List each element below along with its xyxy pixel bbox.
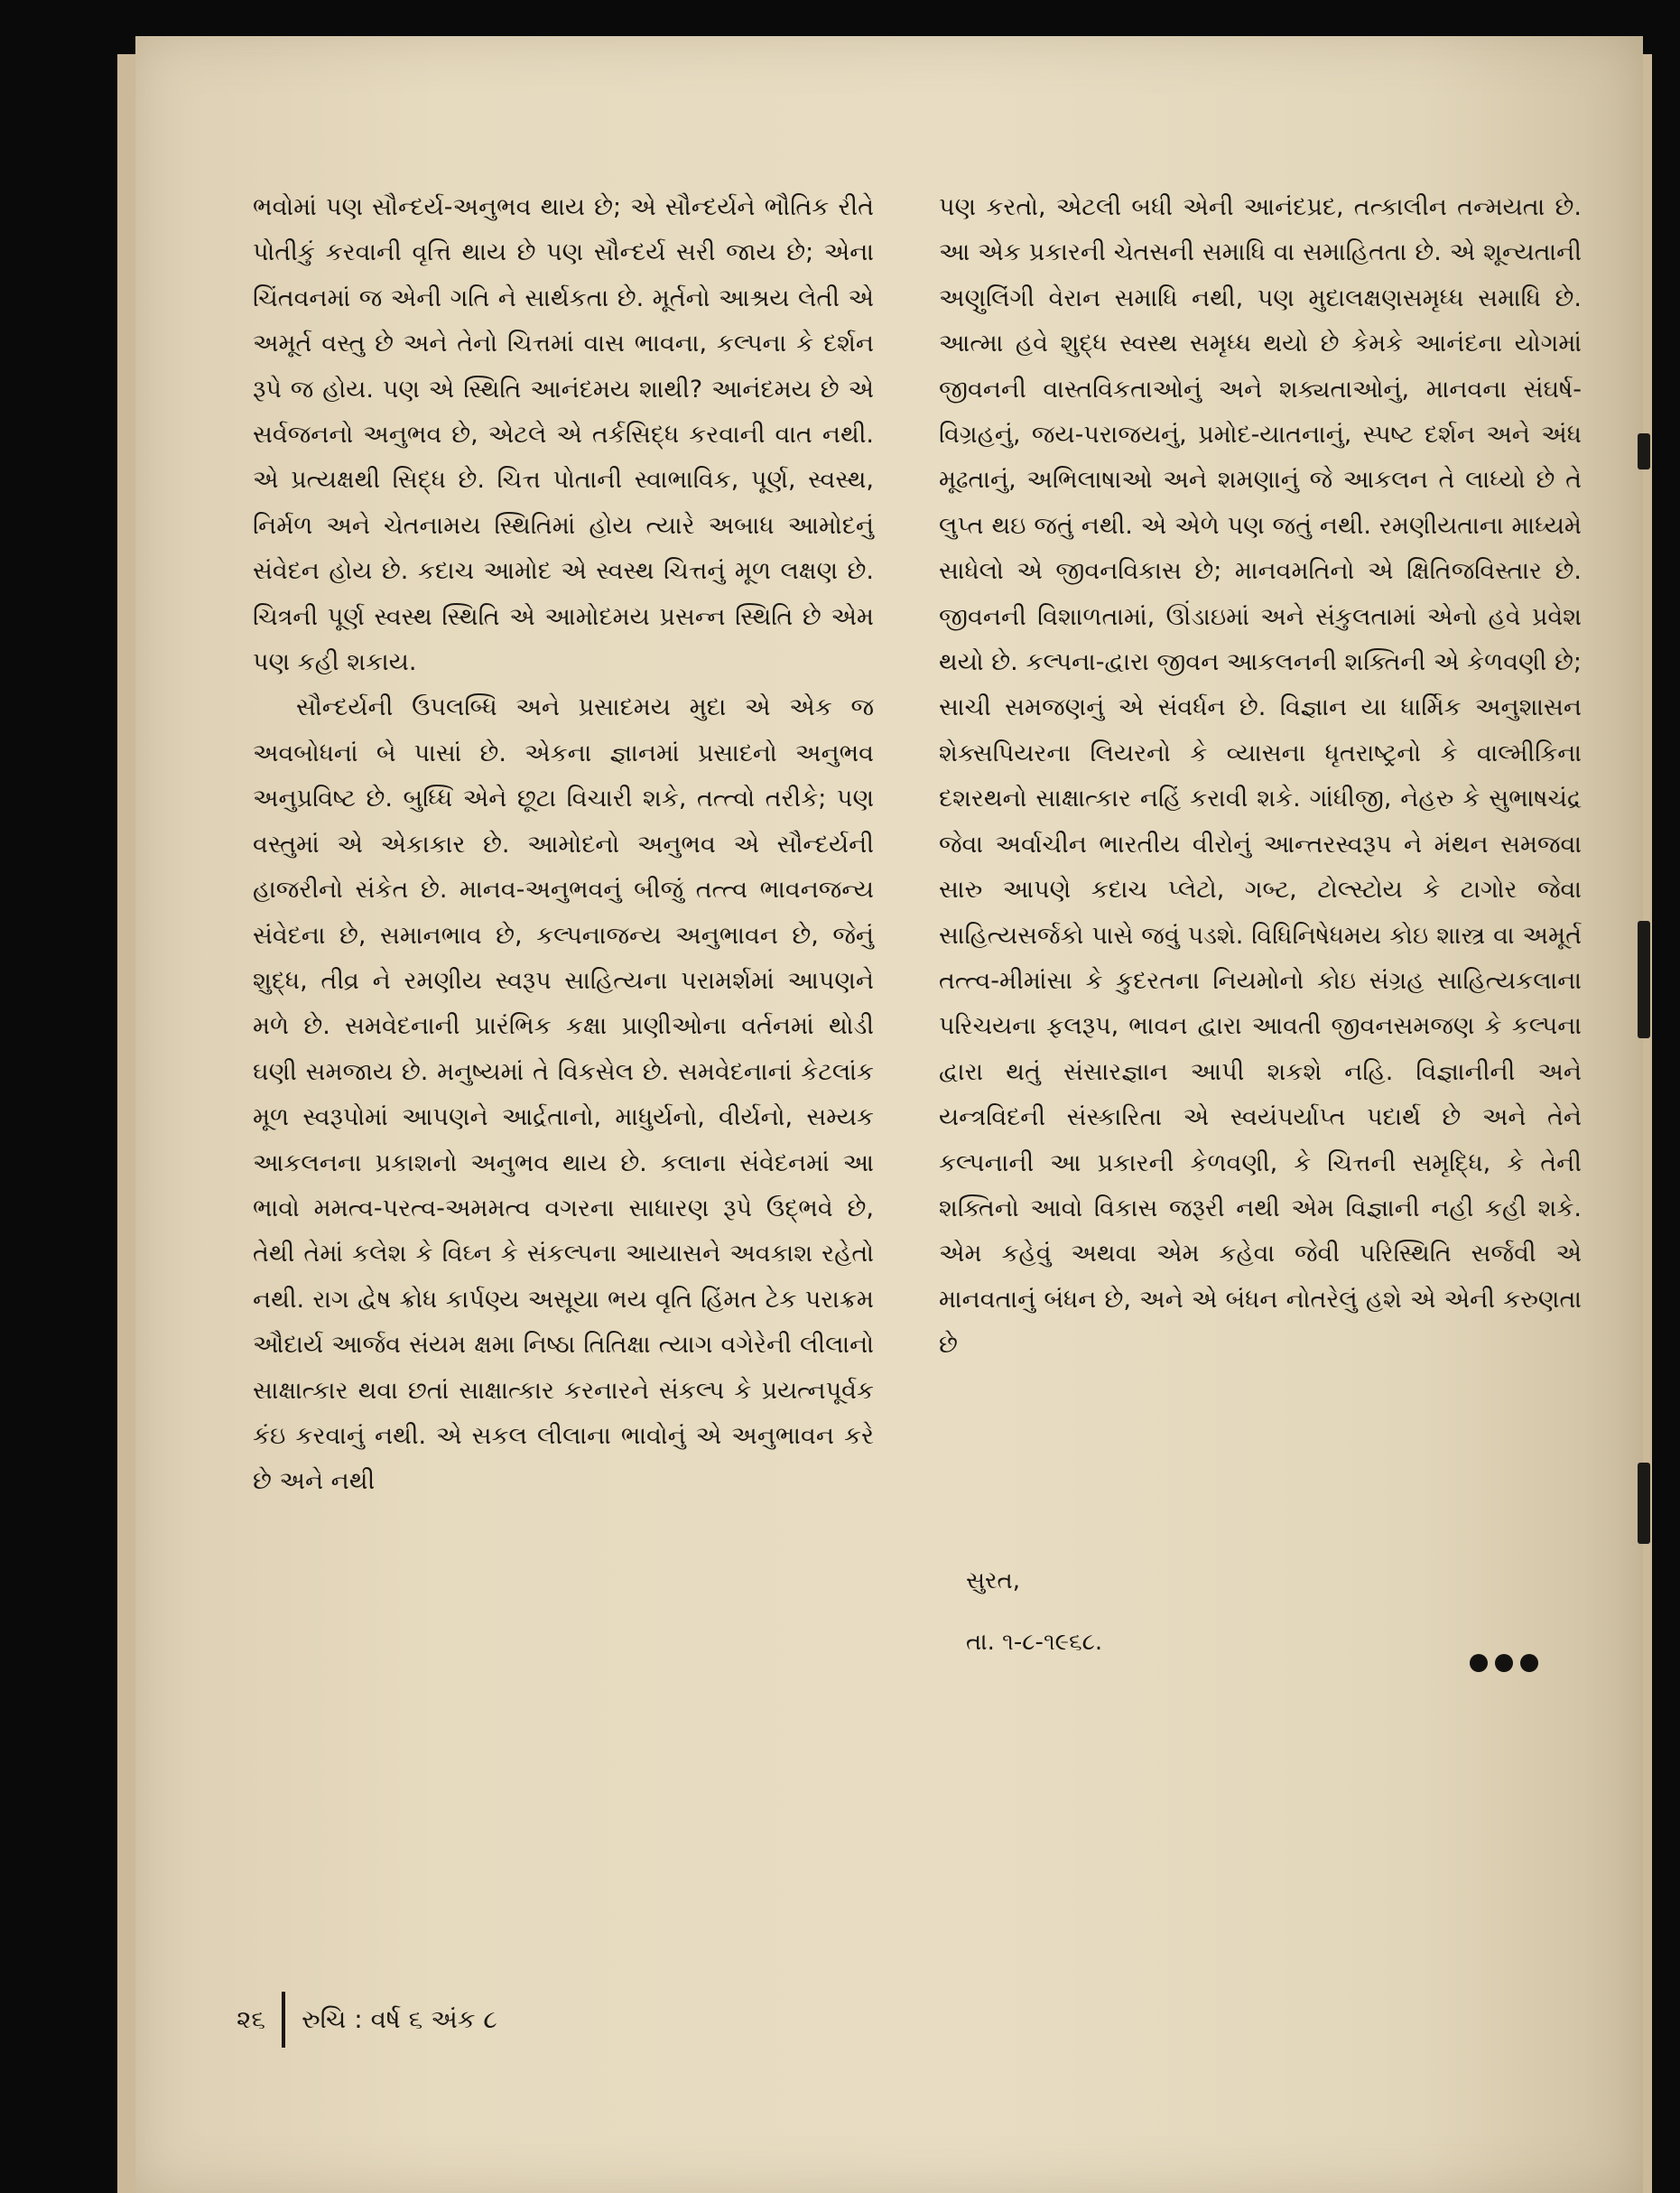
signoff-place: સુરત, [966, 1567, 1021, 1594]
paragraph: ભવોમાં પણ સૌન્દર્ય-અનુભવ થાય છે; એ સૌન્દર્યને ભૌતિક રીતે પોતીકું કરવાની વૃત્તિ થાય છે પણ સૌન્દર્ય સરી જાય છે; એના ચિંતવનમાં જ એની ગતિ ને સાર્થકતા છે. મૂર્તનો આશ્રય લેતી એ અમૂર્ત વસ્તુ છે અને તેનો ચિત્તમાં વાસ ભાવના, કલ્પના કે દર્શન રૂપે જ હોય. પણ એ સ્થિતિ આનંદમય શાથી? આનંદમય છે એ સર્વજનનો અનુભવ છે, એટલે એ તર્કસિદ્ધ કરવાની વાત નથી. એ પ્રત્યક્ષથી સિદ્ધ છે. ચિત્ત પોતાની સ્વાભાવિક, પૂર્ણ, સ્વસ્થ, નિર્મળ અને ચેતનામય સ્થિતિમાં હોય ત્યારે અબાધ આમોદનું સંવેદન હોય છે. કદાચ આમોદ એ સ્વસ્થ ચિત્તનું મૂળ લક્ષણ છે. ચિત્રની પૂર્ણ સ્વસ્થ સ્થિતિ એ આમોદમય પ્રસન્ન સ્થિતિ છે એમ પણ કહી શકાય. [253, 193, 874, 677]
paragraph: સૌન્દર્યની ઉપલબ્ધિ અને પ્રસાદમય મુદા એ એક જ અવબોધનાં બે પાસાં છે. એકના જ્ઞાનમાં પ્રસાદનો અનુભવ અનુપ્રવિષ્ટ છે. બુધ્ધિ એને છૂટા વિચારી શકે, તત્ત્વો તરીકે; પણ વસ્તુમાં એ એકાકાર છે. આમોદનો અનુભવ એ સૌન્દર્યની હાજરીનો સંકેત છે. માનવ-અનુભવનું બીજું તત્ત્વ ભાવનજન્ય સંવેદના છે, સમાનભાવ છે, કલ્પનાજન્ય અનુભાવન છે, જેનું શુદ્ધ, તીવ્ર ને રમણીય સ્વરૂપ સાહિત્યના પરામર્શમાં આપણને મળે છે. સમવેદનાની પ્રારંભિક કક્ષા પ્રાણીઓના વર્તનમાં થોડી ઘણી સમજાય છે. મનુષ્યમાં તે વિકસેલ છે. સમવેદનાનાં કેટલાંક મૂળ સ્વરૂપોમાં આપણને આર્દ્રતાનો, માધુર્યનો, વીર્યનો, સમ્યક આકલનના પ્રકાશનો અનુભવ થાય છે. કલાના સંવેદનમાં આ ભાવો મમત્વ-પરત્વ-અમમત્વ વગરના સાધારણ રૂપે ઉદ્ભવે છે, તેથી તેમાં કલેશ કે વિઘ્ન કે સંકલ્પના આયાસને અવકાશ રહેતો નથી. રાગ દ્વેષ ક્રોધ કાર્પણ્ય અસૂયા ભય વૃતિ હિંમત ટેક પરાક્રમ ઔદાર્ય આર્જવ સંયમ ક્ષમા નિષ્ઠા તિતિક્ષા ત્યાગ વગેરેની લીલાનો સાક્ષાત્કાર થવા છતાં સાક્ષાત્કાર કરનારને સંકલ્પ કે પ્રયત્નપૂર્વક કંઇ કરવાનું નથી. એ સકલ લીલાના ભાવોનું એ અનુભાવન કરે છે અને નથી [253, 693, 874, 1496]
footer-divider [282, 1992, 285, 2048]
right-text-column [939, 185, 1582, 1369]
left-text-column [253, 185, 874, 1505]
binding-staple [1638, 433, 1650, 469]
end-dot [1495, 1654, 1513, 1672]
paragraph: પણ કરતો, એટલી બધી એની આનંદપ્રદ, તત્કાલીન તન્મયતા છે. આ એક પ્રકારની ચેતસની સમાધિ વા સમાહિતતા છે. એ શૂન્યતાની અણુલિંગી વેરાન સમાધિ નથી, પણ મુદાલક્ષણસમૃધ્ધ સમાધિ છે. આત્મા હવે શુદ્ધ સ્વસ્થ સમૃધ્ધ થયો છે કેમકે આનંદના યોગમાં જીવનની વાસ્તવિકતાઓનું અને શક્યતાઓનું, માનવના સંઘર્ષ-વિગ્રહનું, જય-પરાજયનું, પ્રમોદ-યાતનાનું, સ્પષ્ટ દર્શન અને અંધ મૂઢતાનું, અભિલાષાઓ અને શમણાનું જે આકલન તે લાધ્યો છે તે લુપ્ત થઇ જતું નથી. એ એળે પણ જતું નથી. રમણીયતાના માધ્યમે સાધેલો એ જીવનવિકાસ છે; માનવમતિનો એ ક્ષિતિજવિસ્તાર છે. જીવનની વિશાળતામાં, ઊંડાઇમાં અને સંકુલતામાં એનો હવે પ્રવેશ થયો છે. કલ્પના-દ્વારા જીવન આકલનની શક્તિની એ કેળવણી છે; સાચી સમજણનું એ સંવર્ધન છે. વિજ્ઞાન યા ધાર્મિક અનુશાસન શેક્સપિયરના લિયરનો કે વ્યાસના ધૃતરાષ્ટ્રનો કે વાલ્મીકિના દશરથનો સાક્ષાત્કાર નહિં કરાવી શકે. ગાંધીજી, નેહરુ કે સુભાષચંદ્ર જેવા અર્વાચીન ભારતીય વીરોનું આન્તરસ્વરૂપ ને મંથન સમજવા સારુ આપણે કદાચ પ્લેટો, ગબ્ટ, ટોલ્સ્ટોય કે ટાગોર જેવા સાહિત્યસર્જકો પાસે જવું પડશે. વિધિનિષેધમય કોઇ શાસ્ત્ર વા અમૂર્ત તત્ત્વ-મીમાંસા કે કુદરતના નિયમોનો કોઇ સંગ્રહ સાહિત્યકલાના પરિચયના ફલરૂપ, ભાવન દ્વારા આવતી જીવનસમજણ કે કલ્પના દ્વારા થતું સંસારજ્ઞાન આપી શકશે નહિ. વિજ્ઞાનીની અને યન્ત્રવિદની સંસ્કારિતા એ સ્વયંપર્યાપ્ત પદાર્થ છે અને તેને કલ્પનાની આ પ્રકારની કેળવણી, કે ચિત્તની સમૃદ્ધિ, કે તેની શક્તિનો આવો વિકાસ જરૂરી નથી એમ વિજ્ઞાની નહી કહી શકે. એમ કહેવું અથવા એમ કહેવા જેવી પરિસ્થિતિ સર્જવી એ માનવતાનું બંધન છે, અને એ બંધન નોતરેલું હશે એ એની કરુણતા છે [939, 193, 1582, 1360]
page-footer [237, 1993, 497, 2047]
end-dot [1520, 1654, 1538, 1672]
end-dot [1470, 1654, 1488, 1672]
binding-staple [1638, 1463, 1650, 1544]
page-number: ૨૬ [237, 2004, 266, 2034]
end-mark [1470, 1654, 1538, 1672]
binding-staple [1638, 921, 1650, 1038]
journal-reference: રુચિ : વર્ષ ૬ અંક ૮ [302, 2004, 497, 2034]
signoff-date: તા. ૧-૮-૧૯૬૮. [966, 1629, 1103, 1656]
